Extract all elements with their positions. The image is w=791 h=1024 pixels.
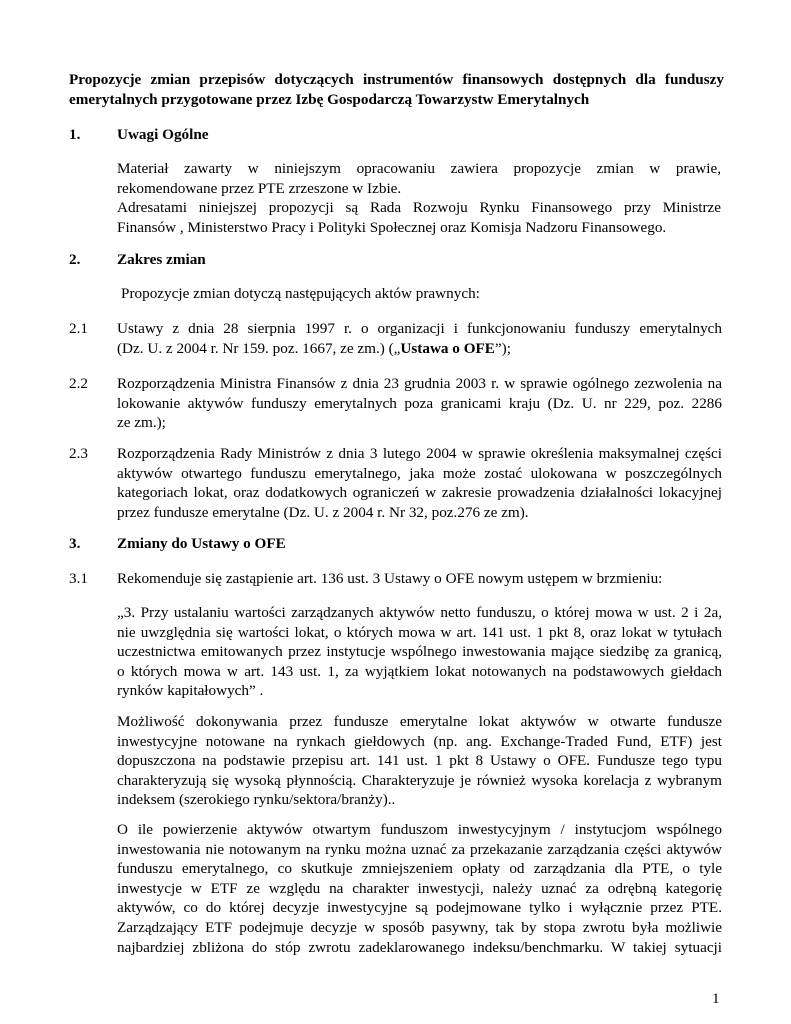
text-line: indeksem (szerokiego rynku/sektora/branży).. <box>117 791 396 809</box>
item-number: 2.3 <box>69 445 88 462</box>
text-line: aktywów otwartego funduszu emerytalnego, jaka może zostać ulokowana w poszczególnych <box>117 464 722 482</box>
paragraph <box>117 820 722 957</box>
text-line: Rekomenduje się zastąpienie art. 136 ust. 3 Ustawy o OFE nowym ustępem w brzmieniu: <box>117 570 663 587</box>
item-number: 3.1 <box>69 570 88 587</box>
defined-term: Ustawa o OFE <box>400 339 495 357</box>
section-number: 2. <box>69 251 81 268</box>
text-line: nie uwzględnia się wartości lokat, o których mowa w art. 141 ust. 1 pkt 8, oraz lokat w tytułach <box>117 623 722 641</box>
text-line: Ustawy z dnia 28 sierpnia 1997 r. o organizacji i funkcjonowaniu funduszy emerytalnych <box>117 320 722 337</box>
text-line: charakteryzują się wysoką płynnością. Charakteryzuje je również wysoka korelacja z wybranym <box>117 771 722 789</box>
text-line: Rozporządzenia Rady Ministrów z dnia 3 lutego 2004 w sprawie określenia maksymalnej części <box>117 445 722 462</box>
text-line: „3. Przy ustalaniu wartości zarządzanych aktywów netto funduszu, o której mowa w ust. 2 i 2a, <box>117 604 722 621</box>
document-title <box>69 70 724 109</box>
text-line: funduszu emerytalnego, co skutkuje zmniejszeniem opłaty od zarządzania dla PTE, o tyle <box>117 860 722 878</box>
item-number: 2.2 <box>69 375 88 392</box>
text-line: o których mowa w art. 143 ust. 1, za wyjątkiem lokat notowanych na podstawowych giełdach <box>117 662 722 680</box>
section-number: 3. <box>69 535 81 552</box>
text-line: Rozporządzenia Ministra Finansów z dnia 23 grudnia 2003 r. w sprawie ogólnego zezwolenia na <box>117 375 722 392</box>
text-line: rynków kapitałowych” . <box>117 682 264 700</box>
quoted-provision <box>117 603 722 701</box>
title-line-2: emerytalnych przygotowane przez Izbę Gospodarczą Towarzystw Emerytalnych <box>69 90 590 108</box>
text-line: Finansów , Ministerstwo Pracy i Polityki Społecznej oraz Komisja Nadzoru Finansowego. <box>117 218 667 236</box>
text-line: Propozycje zmian dotyczą następujących aktów prawnych: <box>121 285 480 302</box>
section-1-body <box>117 159 721 237</box>
item-number: 2.1 <box>69 320 88 337</box>
text-line: przez fundusze emerytalne (Dz. U. z 2004 r. Nr 32, poz.276 ze zm). <box>117 503 529 521</box>
text-line: ze zm.); <box>117 414 166 432</box>
text-line: uczestnictwa emitowanych przez instytucje wspólnego inwestowania mające siedzibę za granicą, <box>117 643 722 661</box>
section-title: Zakres zmian <box>117 251 206 268</box>
text-line: Zarządzający ETF podejmuje decyzje w sposób pasywny, tak by stopa zwrotu była możliwie <box>117 918 722 936</box>
text-line: Materiał zawarty w niniejszym opracowaniu zawiera propozycje zmian w prawie, <box>117 160 721 177</box>
list-item-2-1 <box>69 319 722 358</box>
section-number: 1. <box>69 126 81 143</box>
section-title: Uwagi Ogólne <box>117 126 209 143</box>
text-line: lokowanie aktywów funduszy emerytalnych poza granicami kraju (Dz. U. nr 229, poz. 2286 <box>117 394 722 412</box>
text-fragment: (Dz. U. z 2004 r. Nr 159. poz. 1667, ze zm.) („ <box>117 339 401 357</box>
list-item-2-2 <box>69 374 722 433</box>
text-line: inwestycje w ETF ze względu na charakter inwestycji, należy uznać za odrębną kategorię <box>117 879 722 897</box>
title-line-1: Propozycje zmian przepisów dotyczących instrumentów finansowych dostępnych dla funduszy <box>69 71 724 88</box>
section-title: Zmiany do Ustawy o OFE <box>117 535 286 552</box>
page-number: 1 <box>712 990 720 1007</box>
text-line: Adresatami niniejszej propozycji są Rada Rozwoju Rynku Finansowego przy Ministrze <box>117 199 721 217</box>
text-line: Możliwość dokonywania przez fundusze emerytalne lokat aktywów w otwarte fundusze <box>117 713 722 730</box>
list-item-2-3 <box>69 444 722 522</box>
text-line: najbardziej zbliżona do stóp zwrotu zadeklarowanego indeksu/benchmarku. W takiej sytuacji <box>117 938 722 956</box>
list-item-3-1 <box>69 569 722 589</box>
text-line: kategoriach lokat, oraz dodatkowych ograniczeń w zakresie prowadzenia działalności lokacyjnej <box>117 484 722 502</box>
text-line: aktywów, co do której decyzje inwestycyjne są podejmowane tylko i wyłącznie przez PTE. <box>117 899 722 917</box>
paragraph <box>117 712 722 810</box>
text-line <box>117 339 722 359</box>
text-line: inwestycyjne notowane na rynkach giełdowych (np. ang. Exchange-Traded Fund, ETF) jest <box>117 732 722 750</box>
section-2-intro <box>121 284 480 304</box>
text-line: rekomendowane przez PTE zrzeszone w Izbie. <box>117 179 402 197</box>
text-fragment: ”); <box>494 339 511 357</box>
text-line: inwestowania nie notowanym na rynku można uznać za przekazanie zarządzania części aktywów <box>117 840 722 858</box>
text-line: dopuszczona na podstawie przepisu art. 141 ust. 1 pkt 8 Ustawy o OFE. Fundusze tego typu <box>117 752 722 770</box>
text-line: O ile powierzenie aktywów otwartym funduszom inwestycyjnym / instytucjom wspólnego <box>117 821 722 838</box>
